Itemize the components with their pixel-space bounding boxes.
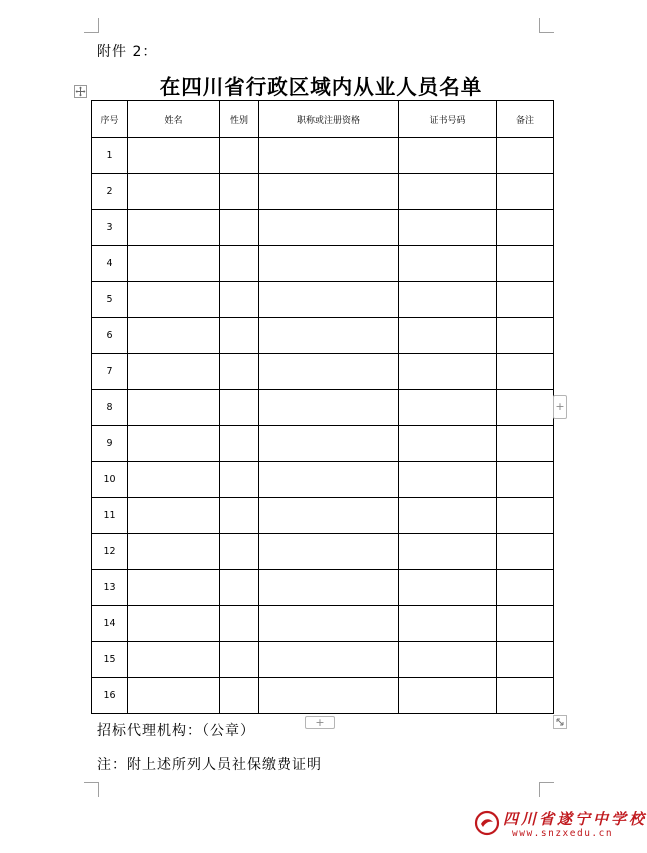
remarks-cell[interactable] bbox=[497, 534, 554, 570]
school-url: www.snzxedu.cn bbox=[512, 828, 614, 839]
name-cell[interactable] bbox=[128, 282, 220, 318]
certificate-number-cell[interactable] bbox=[399, 570, 497, 606]
name-cell[interactable] bbox=[128, 246, 220, 282]
gender-cell[interactable] bbox=[220, 390, 259, 426]
table-row bbox=[92, 318, 554, 354]
qualification-cell[interactable] bbox=[259, 426, 399, 462]
table-row bbox=[92, 426, 554, 462]
page-corner-mark-bottom-left bbox=[84, 782, 99, 797]
table-move-handle[interactable] bbox=[74, 85, 87, 98]
agency-seal-label: 招标代理机构：（公章） bbox=[97, 723, 255, 739]
table-row bbox=[92, 174, 554, 210]
certificate-number-cell[interactable] bbox=[399, 390, 497, 426]
qualification-cell[interactable] bbox=[259, 390, 399, 426]
name-cell[interactable] bbox=[128, 462, 220, 498]
qualification-cell[interactable] bbox=[259, 174, 399, 210]
gender-cell[interactable] bbox=[220, 462, 259, 498]
table-header-row bbox=[92, 101, 554, 138]
certificate-number-cell[interactable] bbox=[399, 138, 497, 174]
table-row bbox=[92, 642, 554, 678]
table-row bbox=[92, 678, 554, 714]
name-cell[interactable] bbox=[128, 210, 220, 246]
table-row bbox=[92, 498, 554, 534]
school-watermark bbox=[472, 806, 647, 846]
header-cell[interactable]: 职称或注册资格 bbox=[259, 101, 399, 138]
remarks-cell[interactable] bbox=[497, 606, 554, 642]
certificate-number-cell[interactable] bbox=[399, 642, 497, 678]
qualification-cell[interactable] bbox=[259, 678, 399, 714]
row-number-cell[interactable]: 12 bbox=[92, 534, 128, 570]
school-name: 四川省遂宁中学校 bbox=[503, 810, 647, 828]
certificate-number-cell[interactable] bbox=[399, 426, 497, 462]
gender-cell[interactable] bbox=[220, 246, 259, 282]
certificate-number-cell[interactable] bbox=[399, 498, 497, 534]
gender-cell[interactable] bbox=[220, 570, 259, 606]
remarks-cell[interactable] bbox=[497, 354, 554, 390]
name-cell[interactable] bbox=[128, 678, 220, 714]
table-row bbox=[92, 354, 554, 390]
table-row bbox=[92, 246, 554, 282]
name-cell[interactable] bbox=[128, 642, 220, 678]
row-number-cell[interactable]: 4 bbox=[92, 246, 128, 282]
gender-cell[interactable] bbox=[220, 354, 259, 390]
gender-cell[interactable] bbox=[220, 138, 259, 174]
row-number-cell[interactable]: 13 bbox=[92, 570, 128, 606]
qualification-cell[interactable] bbox=[259, 210, 399, 246]
certificate-number-cell[interactable] bbox=[399, 174, 497, 210]
gender-cell[interactable] bbox=[220, 426, 259, 462]
page-corner-mark-top-right bbox=[539, 18, 554, 33]
gender-cell[interactable] bbox=[220, 210, 259, 246]
personnel-table bbox=[91, 100, 554, 714]
table-row bbox=[92, 138, 554, 174]
qualification-cell[interactable] bbox=[259, 606, 399, 642]
remarks-cell[interactable] bbox=[497, 138, 554, 174]
name-cell[interactable] bbox=[128, 606, 220, 642]
row-number-cell[interactable]: 9 bbox=[92, 426, 128, 462]
remarks-cell[interactable] bbox=[497, 678, 554, 714]
certificate-number-cell[interactable] bbox=[399, 534, 497, 570]
resize-handle-icon bbox=[554, 716, 566, 728]
plus-icon: + bbox=[315, 716, 325, 729]
qualification-cell[interactable] bbox=[259, 354, 399, 390]
table-row bbox=[92, 210, 554, 246]
attachment-label: 附件 2： bbox=[97, 44, 158, 60]
certificate-number-cell[interactable] bbox=[399, 282, 497, 318]
document-title: 在四川省行政区域内从业人员名单 bbox=[159, 75, 483, 99]
remarks-cell[interactable] bbox=[497, 246, 554, 282]
header-cell[interactable]: 姓名 bbox=[128, 101, 220, 138]
certificate-number-cell[interactable] bbox=[399, 318, 497, 354]
remarks-cell[interactable] bbox=[497, 282, 554, 318]
table-row bbox=[92, 390, 554, 426]
table-resize-handle[interactable] bbox=[553, 715, 567, 729]
row-number-cell[interactable]: 3 bbox=[92, 210, 128, 246]
plus-icon: + bbox=[555, 400, 565, 413]
row-number-cell[interactable]: 7 bbox=[92, 354, 128, 390]
row-number-cell[interactable]: 1 bbox=[92, 138, 128, 174]
name-cell[interactable] bbox=[128, 534, 220, 570]
header-cell[interactable]: 证书号码 bbox=[399, 101, 497, 138]
add-row-button[interactable] bbox=[305, 716, 335, 729]
gender-cell[interactable] bbox=[220, 606, 259, 642]
row-number-cell[interactable]: 2 bbox=[92, 174, 128, 210]
row-number-cell[interactable]: 14 bbox=[92, 606, 128, 642]
row-number-cell[interactable]: 8 bbox=[92, 390, 128, 426]
name-cell[interactable] bbox=[128, 354, 220, 390]
remarks-cell[interactable] bbox=[497, 462, 554, 498]
name-cell[interactable] bbox=[128, 426, 220, 462]
qualification-cell[interactable] bbox=[259, 462, 399, 498]
page-corner-mark-top-left bbox=[84, 18, 99, 33]
gender-cell[interactable] bbox=[220, 642, 259, 678]
name-cell[interactable] bbox=[128, 570, 220, 606]
remarks-cell[interactable] bbox=[497, 390, 554, 426]
row-number-cell[interactable]: 16 bbox=[92, 678, 128, 714]
remarks-cell[interactable] bbox=[497, 570, 554, 606]
name-cell[interactable] bbox=[128, 174, 220, 210]
qualification-cell[interactable] bbox=[259, 570, 399, 606]
header-cell[interactable]: 序号 bbox=[92, 101, 128, 138]
qualification-cell[interactable] bbox=[259, 534, 399, 570]
row-number-cell[interactable]: 5 bbox=[92, 282, 128, 318]
table-row bbox=[92, 570, 554, 606]
qualification-cell[interactable] bbox=[259, 642, 399, 678]
qualification-cell[interactable] bbox=[259, 498, 399, 534]
gender-cell[interactable] bbox=[220, 318, 259, 354]
qualification-cell[interactable] bbox=[259, 246, 399, 282]
gender-cell[interactable] bbox=[220, 498, 259, 534]
remarks-cell[interactable] bbox=[497, 318, 554, 354]
certificate-number-cell[interactable] bbox=[399, 210, 497, 246]
name-cell[interactable] bbox=[128, 138, 220, 174]
table-row bbox=[92, 534, 554, 570]
gender-cell[interactable] bbox=[220, 678, 259, 714]
name-cell[interactable] bbox=[128, 498, 220, 534]
remarks-cell[interactable] bbox=[497, 642, 554, 678]
table-row bbox=[92, 606, 554, 642]
gender-cell[interactable] bbox=[220, 282, 259, 318]
row-number-cell[interactable]: 11 bbox=[92, 498, 128, 534]
certificate-number-cell[interactable] bbox=[399, 354, 497, 390]
document-note: 注：附上述所列人员社保缴费证明 bbox=[97, 757, 322, 773]
remarks-cell[interactable] bbox=[497, 426, 554, 462]
certificate-number-cell[interactable] bbox=[399, 246, 497, 282]
school-logo-icon bbox=[474, 810, 500, 836]
certificate-number-cell[interactable] bbox=[399, 462, 497, 498]
remarks-cell[interactable] bbox=[497, 174, 554, 210]
certificate-number-cell[interactable] bbox=[399, 678, 497, 714]
add-column-button[interactable] bbox=[553, 395, 567, 419]
remarks-cell[interactable] bbox=[497, 210, 554, 246]
name-cell[interactable] bbox=[128, 318, 220, 354]
qualification-cell[interactable] bbox=[259, 138, 399, 174]
certificate-number-cell[interactable] bbox=[399, 606, 497, 642]
gender-cell[interactable] bbox=[220, 534, 259, 570]
name-cell[interactable] bbox=[128, 390, 220, 426]
header-cell[interactable]: 备注 bbox=[497, 101, 554, 138]
move-handle-icon bbox=[75, 86, 86, 97]
qualification-cell[interactable] bbox=[259, 318, 399, 354]
qualification-cell[interactable] bbox=[259, 282, 399, 318]
gender-cell[interactable] bbox=[220, 174, 259, 210]
row-number-cell[interactable]: 10 bbox=[92, 462, 128, 498]
row-number-cell[interactable]: 6 bbox=[92, 318, 128, 354]
header-cell[interactable]: 性别 bbox=[220, 101, 259, 138]
page-corner-mark-bottom-right bbox=[539, 782, 554, 797]
row-number-cell[interactable]: 15 bbox=[92, 642, 128, 678]
table-row bbox=[92, 282, 554, 318]
table-row bbox=[92, 462, 554, 498]
remarks-cell[interactable] bbox=[497, 498, 554, 534]
